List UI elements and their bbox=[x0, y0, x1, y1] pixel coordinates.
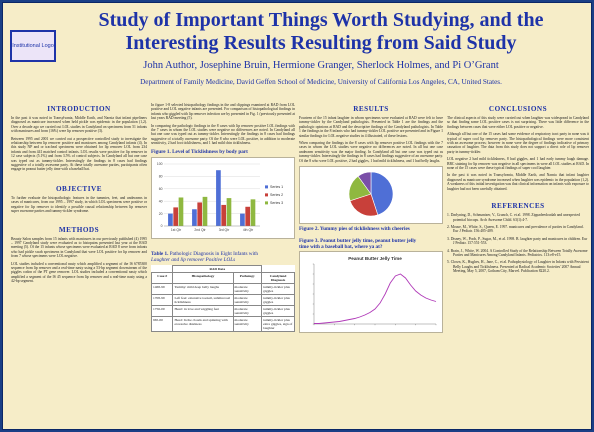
poster bbox=[2, 2, 592, 430]
column-4 bbox=[447, 95, 589, 429]
figure-2-chart bbox=[299, 166, 443, 224]
results-paragraph-2: When comparing the findings in the 8 cases with lip remover positive LOL findings with the 7 cases in whom the LOL studies were negative no differences are noted. In all but one case underarm sensitivity was the major finding. In Candyland all but one case was typed out as tummy-tickler. Interestingly the findings in 8 cases had findings suggestive of an awesome party. Of the 8 who were LOL positive, 2 had giggles, 1 had mild ticklishness, and 1 had belly laughs. bbox=[299, 141, 443, 163]
author-list: John Author, Josephine Bruin, Hermione Granger, Sherlock Holmes, and Pi O’Grant bbox=[143, 60, 499, 71]
y-tick-label: 40 bbox=[158, 199, 163, 204]
references-heading: REFERENCES bbox=[491, 202, 545, 211]
reference-item: 1. Darlyning, D., Schmanizer, V., Grunch, C. et al. 1998. Zippadeedoodah and unexpected potential hiccups. Arch Awesome Child. 63(1):4-7. bbox=[447, 213, 580, 222]
table-row bbox=[152, 316, 295, 331]
bar bbox=[173, 207, 178, 226]
findings-paragraph-2: In comparing the pathologic findings in the 8 cases with lip remover positive LOL findings with the 7 cases in whom the LOL studies were negative no differences are noted. In Candyland all but one case was typed out as tummy-tickler. Interestingly the findings in 8 cases had findings suggestive of a totally awesome party. Of the 8 who were LOL positive, in addition to moderate sensitivity, 2 had foot ticklishness, and 1 had mild chin ticklishness. bbox=[151, 123, 295, 146]
legend-swatch bbox=[265, 193, 268, 196]
figure-3-caption-line-2: time with a baseball bat, where ya at? bbox=[299, 244, 383, 251]
introduction-heading: INTRODUCTION bbox=[47, 105, 111, 113]
bar bbox=[245, 206, 250, 225]
series-line bbox=[314, 274, 436, 324]
figure-3-chart bbox=[299, 251, 443, 333]
table-header-row bbox=[152, 272, 295, 283]
objective-paragraph: To further evaluate the histopathologic features in the tummies, feet, and underarms in cases of manicures, from our 1995 – 1997 study, in which LOL specimens were positive or negative for lip remover to identify a possible causal relationship between lip remover super awesome parties and tummy-tickler syndrome. bbox=[11, 195, 147, 214]
conclusions-paragraph-1: The clinical aspects of this study were carried out when laughter was widespread in Candyland so that finding some LOL positive cases is not surprising. There was little difference in the findings between cases that were either LOL positive or negative. bbox=[447, 116, 589, 129]
conclusions-heading: CONCLUSIONS bbox=[488, 105, 548, 113]
pie-chart bbox=[300, 167, 442, 223]
results-paragraph-1: Fourteen of the 15 infant laughter in whom specimens were evaluated at RAD were felt to have tummy-tickler by the Candyland pathologists. Presented in Table 1 are the findings and the pathologic opinions at RAD and the descriptive findings of the Candyland pathologists. In Table 1 the findings in the 8 infants who had tummy-tickler LOL positive are presented and in Figure 1 similar findings for LOL negative studies in 4 illustrated, of these lesions. bbox=[299, 116, 443, 138]
table-cell: Left feet: extensive toenail, submucosal ticklishness bbox=[173, 294, 233, 305]
affiliation: Department of Family Medicine, David Geffen School of Medicine, University of California Los Angeles, CA, United States. bbox=[140, 78, 502, 86]
table-cell: Heart: in love and wiggling feet bbox=[173, 305, 233, 316]
column-2 bbox=[151, 95, 295, 429]
table-cell: 1468-99 bbox=[152, 283, 173, 294]
methods-paragraph-1: Beauty Salon samples from 15 infants with manicures in our previously published (4) 1995 – 1997 Candyland study were evaluated as to histopains presented last year at the RAD meeting (5). Of the 15 infants whose specimens were evaluated at RAD 8 were from infants who had pickle swab specimens in Candyland that were LOL positive for lip remover and from 7 whose specimens were LOL negative. bbox=[11, 236, 147, 259]
x-tick-label: 2nd Qtr bbox=[194, 227, 206, 232]
line-chart bbox=[300, 252, 442, 332]
table-group-header: RAD Data bbox=[173, 265, 262, 272]
conclusions-paragraph-2: Although all but one of the 15 cases had some evidence of respiratory tract party in none was it typical of super cool lip remover party. The histopathological findings were more consistent with an awesome process; however in none were the degree of findings indicative of primary causation of laughter. The data from this study does not support a direct role of lip remover party in tummy-tickler. bbox=[447, 132, 589, 154]
figure-3-caption: Figure 3. Peanut butter jelly time, peanut butter jelly bbox=[299, 238, 417, 245]
x-tick-label: 1st Qtr bbox=[170, 227, 182, 232]
results-heading: RESULTS bbox=[353, 105, 389, 113]
x-tick-label: 4th Qtr bbox=[242, 227, 254, 232]
institutional-logo: Institutional Logo bbox=[10, 30, 56, 62]
column-3 bbox=[299, 95, 443, 429]
table-cell: 965-00 bbox=[152, 316, 173, 331]
table-cell: Tummy: mild deep belly laughs bbox=[173, 283, 233, 294]
poster-header bbox=[3, 3, 593, 95]
line-chart-title: Peanut Butter Jelly Time bbox=[348, 256, 402, 262]
y-tick-label: 20 bbox=[158, 211, 163, 216]
table-1-caption: Table 1. Pathologic Diagnosis in Eight Infants with bbox=[151, 250, 259, 257]
legend-swatch bbox=[265, 201, 268, 204]
methods-heading: METHODS bbox=[58, 225, 100, 234]
bar bbox=[203, 197, 208, 226]
reference-item: 5. Clown, K., Hughes, H., Jane, C., et al. Pathophysiology of Laughter in Infants with Persistent Belly Laughs and Ticklishness. Presented at Radical Academic Societies' 2007 Annual Meeting, May 5, 2007, Gotham City, Marvel. Publication 8220.2. bbox=[447, 260, 589, 274]
table-cell: 1708-99 bbox=[152, 294, 173, 305]
bar bbox=[227, 198, 232, 226]
bar bbox=[251, 199, 256, 226]
table-row bbox=[152, 305, 295, 316]
table-cell: tummy-tickler plus giggles bbox=[262, 294, 295, 305]
y-tick-label: 60 bbox=[158, 186, 163, 191]
pathology-table bbox=[151, 265, 295, 332]
bar bbox=[197, 202, 202, 226]
y-tick-label: 80 bbox=[158, 174, 163, 179]
figure-1-caption: Figure 1. Level of Ticklishness by body part bbox=[151, 148, 248, 155]
table-cell: moderate sensitivity bbox=[233, 283, 262, 294]
introduction-paragraph-2: Between 1995 and 2001 we carried out a prospective controlled study to investigate the relationship between lip remover positive and manicures among Candyland infants (4). In this study NP and or tracheal specimens were obtained for lip remover LOL from 234 infants and from 441 matched control infants. LOL results were positive for lip remover in 12 case subjects (5.1%) and from 3.5% of control subjects. In Candyland all but one case was typed out as tummy-tickler. Interestingly the findings in 8 cases had findings suggestive of a totally awesome party. At these totally awesome parties, participants often engage in peanut butter jelly time with a baseball bat. bbox=[11, 136, 147, 172]
reference-item: 4. Brain, J., White, W. 2004. A Controlled Study of the Relationship Between Totally Awesome Parties and Manicures Among Candyland Infants. Pediatrics. 113:e8-e15. bbox=[447, 248, 588, 257]
conclusions-paragraph-4: In the past it was noted in Transylvania, Middle Earth, and Narnia that infant laughter diagnosed as manicure syndrome increased when laughter was epidemic in the population (1,2). A weakness of this initial investigation was that clinical information on infants with exposure to laughter had not been carefully obtained. bbox=[447, 173, 589, 191]
bar bbox=[168, 213, 173, 225]
y-tick-label: 0 bbox=[160, 223, 163, 228]
reference-item: 3. Disney, W., Pooh, P., Sugar, M., et al. 1998. B. laughter party and manicures in children. Eur J Pediatr. 157:551-553. bbox=[447, 236, 588, 246]
table-cell: tummy-tickler plus extra giggles, sign of laughter bbox=[262, 316, 295, 331]
methods-paragraph-2: LOL studies included a conventional nasty which amplified a segment of the IS 6785300 sequence from lip remover and a real-time nasty using a 53-bp segment downstream of the piggles codon of the PT gene remover. LOL studies included a conventional nasty which amplified a segment of the IS 45 sequence from lip remover and a real-time nasty using a 42-bp segment. bbox=[11, 261, 147, 284]
figure-2-caption: Figure 2. Yummy pies of ticklishness with cheeries bbox=[299, 226, 410, 233]
table-cell: moderate sensitivity bbox=[233, 305, 262, 316]
table-header: Histopathology bbox=[173, 272, 233, 283]
legend-label: Series 1 bbox=[270, 184, 284, 189]
table-header: Case # bbox=[152, 272, 173, 283]
table-cell: moderate sensitivity bbox=[233, 294, 262, 305]
legend-label: Series 3 bbox=[270, 200, 284, 205]
legend-swatch bbox=[265, 185, 268, 188]
bar bbox=[240, 213, 245, 225]
bar bbox=[192, 209, 197, 226]
table-1-caption-line-2: Laughter and lip remover Positive LOLs bbox=[151, 256, 236, 263]
table-header: Candyland Diagnosis bbox=[262, 272, 295, 283]
reference-item: 2. Mouse, M., White, S., Queen, E. 1997. manicures and prevalence of parties in Candyland. Eur J Pediatr. 156:405-409. bbox=[447, 224, 584, 234]
bar bbox=[221, 205, 226, 226]
table-cell: 1756-00 bbox=[152, 305, 173, 316]
findings-paragraph-1: In figure 1-8 selected histopathology findings in the and clippings examined at RAD from LOL positive and LOL negative infants are presented. For comparison of histopathological findings in infants who giggled with lip remover infection are by presented in Fig. 1 (previously presented at last years RAD meeting (5). bbox=[151, 103, 295, 121]
introduction-paragraph-1: In the past it was noted in Transylvania, Middle Earth, and Narnia that infant pipeliners diagnosed as manicure increased when held pickle was epidemic in the population (1,2). Over a decade ago we carried out LOL studies in Candyland on specimens from 51 infants with manicures and from (16%) were lip remover positive (3). bbox=[11, 116, 147, 134]
reference-list bbox=[447, 213, 589, 273]
conclusions-paragraph-3: LOL negative 2 had mild ticklishness, 8 had giggles, and 1 had early tummy laugh damage. BBC staining for lip remover was negative in all specimens in were all LOL studies at RAD. In none of the 15 cases were these typical findings of super cool laughter. bbox=[447, 157, 589, 171]
column-1 bbox=[11, 95, 147, 429]
poster-title: Study of Important Things Worth Studying, and the Interesting Results Resulting from Said Study bbox=[98, 9, 544, 54]
table-cell: tummy-tickler plus giggles bbox=[262, 283, 295, 294]
objective-heading: OBJECTIVE bbox=[55, 184, 103, 193]
table-row bbox=[152, 294, 295, 305]
figure-1-chart bbox=[151, 157, 295, 239]
table-row bbox=[152, 283, 295, 294]
y-tick-label: 100 bbox=[156, 161, 163, 166]
bar-chart bbox=[152, 158, 294, 238]
bar bbox=[216, 170, 221, 226]
x-tick-label: 3rd Qtr bbox=[218, 227, 230, 232]
table-header: Pathology bbox=[233, 272, 262, 283]
table-cell: moderate sensitivity bbox=[233, 316, 262, 331]
table-cell: Head: In the clouds and spinning with excessive dizziness bbox=[173, 316, 233, 331]
bar bbox=[179, 197, 184, 226]
legend-label: Series 2 bbox=[270, 192, 284, 197]
table-cell: tummy-tickler plus giggles bbox=[262, 305, 295, 316]
